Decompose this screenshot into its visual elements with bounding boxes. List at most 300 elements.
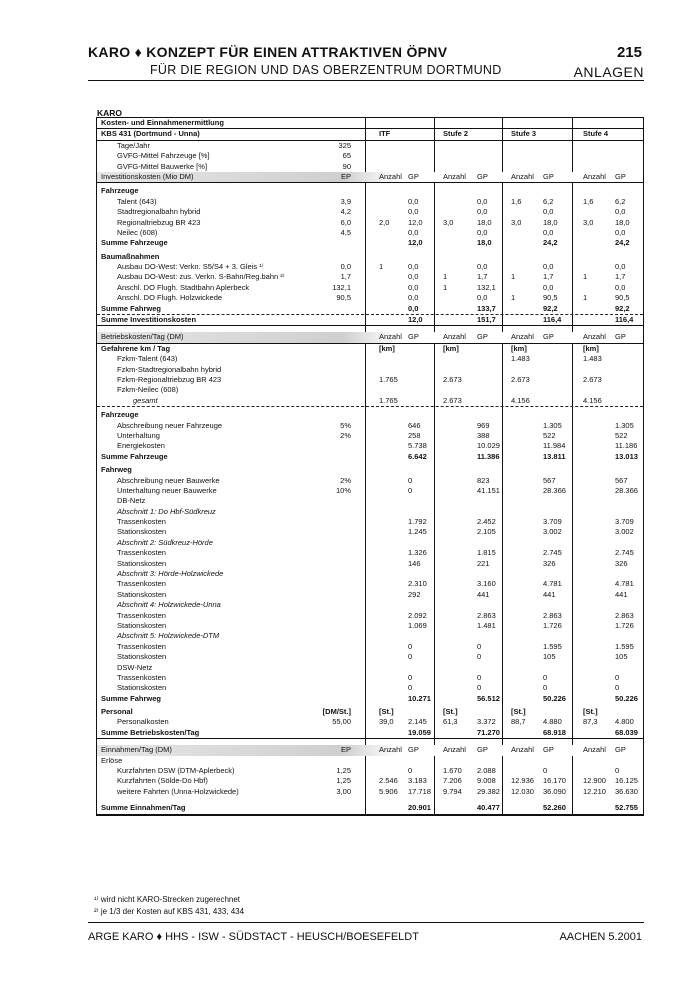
cell-g3: 326 — [543, 558, 556, 568]
cell-a2: 1 — [443, 282, 448, 292]
cell-g2: 40.477 — [477, 803, 500, 813]
cell-a3: 1 — [511, 272, 516, 282]
cell-g3: GP — [543, 171, 554, 181]
row-label: Abschreibung neuer Bauwerke — [117, 475, 220, 485]
cell-a4: 4.156 — [583, 395, 602, 405]
cell-g1: 17.718 — [408, 786, 431, 796]
table-row — [97, 141, 643, 151]
row-label: KBS 431 (Dortmund - Unna) — [101, 129, 200, 139]
cell-g3: 116,4 — [543, 315, 562, 325]
table-row — [97, 728, 643, 739]
cell-g4: 4.781 — [615, 579, 634, 589]
row-label: Betriebskosten/Tag (DM) — [101, 332, 184, 342]
cell-g4: 522 — [615, 430, 628, 440]
cell-g3: 11.984 — [543, 441, 566, 451]
cell-g3: 3.709 — [543, 517, 562, 527]
cell-g1: 1.245 — [408, 527, 427, 537]
cell-g1: 12,0 — [408, 238, 423, 248]
table-row — [97, 118, 643, 129]
cell-a2: 1.670 — [443, 766, 462, 776]
row-label: Fahrweg — [101, 465, 132, 475]
table-row — [97, 304, 643, 315]
cell-g2: 10.029 — [477, 441, 500, 451]
cell-g1: GP — [408, 745, 419, 755]
table-row — [97, 611, 643, 621]
report-subtitle: FÜR DIE REGION UND DAS OBERZENTRUM DORTMUND — [150, 63, 502, 77]
cell-g4: 6,2 — [615, 196, 626, 206]
cell-g4: 0 — [615, 672, 620, 682]
cell-g4: 567 — [615, 475, 628, 485]
table-row — [97, 421, 643, 431]
cell-ep: 6,0 — [340, 217, 351, 227]
table-row — [97, 496, 643, 506]
row-label: DB-Netz — [117, 496, 146, 506]
cell-g4: 18,0 — [615, 217, 630, 227]
table-row — [97, 252, 643, 262]
cell-a3: Anzahl — [511, 332, 534, 342]
table-row — [97, 527, 643, 537]
row-label: Gefahrene km / Tag — [101, 343, 171, 353]
table-row — [97, 129, 643, 140]
cell-a4: Anzahl — [583, 332, 606, 342]
cell-a4: 12.900 — [583, 776, 606, 786]
cell-g3: 522 — [543, 430, 556, 440]
row-label: Stationskosten — [117, 652, 167, 662]
cell-g3: 4.781 — [543, 579, 562, 589]
cell-g2: 132,1 — [477, 282, 496, 292]
footer-date: AACHEN 5.2001 — [559, 931, 642, 943]
cell-g2: 1.481 — [477, 620, 496, 630]
cell-g3: 28.366 — [543, 485, 566, 495]
cell-ep: 90 — [342, 161, 351, 171]
cell-g2: 18,0 — [477, 238, 492, 248]
table-row — [97, 569, 643, 579]
table-row — [97, 756, 643, 766]
row-label: GVFG-Mittel Fahrzeuge [%] — [117, 151, 210, 161]
cell-a1: Anzahl — [379, 171, 402, 181]
cell-g1: 2.092 — [408, 610, 427, 620]
cell-g1: GP — [408, 332, 419, 342]
cell-a1: Anzahl — [379, 745, 402, 755]
cell-a3: 1 — [511, 293, 516, 303]
cell-a2: [St.] — [443, 707, 458, 717]
cell-g1: 646 — [408, 420, 421, 430]
row-label: Ausbau DO-West: zus. Verkn. S-Bahn/Reg.bahn ²⁾ — [117, 272, 285, 282]
row-label: Abschnitt 3: Hörde-Holzwickede — [117, 569, 224, 579]
cell-g2: 18,0 — [477, 217, 492, 227]
table-row — [97, 375, 643, 385]
cell-g3: 18,0 — [543, 217, 558, 227]
row-label: Tage/Jahr — [117, 140, 150, 150]
cell-ep: 1,25 — [336, 776, 351, 786]
cell-g3: 3.002 — [543, 527, 562, 537]
cell-g4: 90,5 — [615, 293, 630, 303]
cell-g4: 11.186 — [615, 441, 638, 451]
row-label: Summe Investitionskosten — [101, 315, 197, 325]
row-label: Kurzfahrten (Sölde-Do Hbf) — [117, 776, 208, 786]
cell-g2: 3.372 — [477, 717, 496, 727]
cell-g4: 116,4 — [615, 315, 634, 325]
cell-ep: EP — [340, 171, 351, 181]
row-label: Personalkosten — [117, 717, 169, 727]
cell-g2: 388 — [477, 430, 490, 440]
table-row — [97, 228, 643, 238]
cell-a2: 61,3 — [443, 717, 458, 727]
row-label: Summe Fahrzeuge — [101, 238, 168, 248]
cell-a1: [km] — [379, 343, 395, 353]
cell-a4: [km] — [583, 343, 599, 353]
cell-a2: Stufe 2 — [443, 129, 469, 139]
table-row — [97, 172, 643, 183]
table-row — [97, 272, 643, 282]
cell-g2: 221 — [477, 558, 490, 568]
cell-g1: 0,0 — [408, 282, 419, 292]
table-row — [97, 197, 643, 207]
cell-a1: 2.546 — [379, 776, 398, 786]
cell-ep: 1,7 — [340, 272, 351, 282]
cell-ep: 5% — [340, 420, 351, 430]
cell-g3: 0 — [543, 766, 548, 776]
table-karo-label: KARO — [97, 108, 123, 118]
row-label: Trassenkosten — [117, 641, 166, 651]
table-row — [97, 579, 643, 589]
cell-ep: 10% — [335, 485, 351, 495]
cell-g4: 0 — [615, 766, 620, 776]
row-label: Neilec (608) — [117, 227, 158, 237]
cell-a3: 4.156 — [511, 395, 530, 405]
table-row — [97, 517, 643, 527]
row-label: Kosten- und Einnahmenermittlung — [101, 118, 224, 127]
cell-a3: 88,7 — [511, 717, 526, 727]
report-title: KARO ♦ KONZEPT FÜR EINEN ATTRAKTIVEN ÖPNV — [88, 44, 448, 60]
cell-g4: 0,0 — [615, 227, 626, 237]
cell-g1: GP — [408, 171, 419, 181]
table-row — [97, 776, 643, 786]
cell-a4: 3,0 — [583, 217, 594, 227]
row-label: Personal — [101, 707, 133, 717]
page-number: 215 — [616, 44, 642, 61]
cell-g4: 1.595 — [615, 641, 634, 651]
cell-a3: 12.030 — [511, 786, 534, 796]
table-row — [97, 151, 643, 161]
row-label: GVFG-Mittel Bauwerke [%] — [117, 161, 208, 171]
cell-g3: 0,0 — [543, 282, 554, 292]
cell-a3: 12.936 — [511, 776, 534, 786]
cell-g2: 0 — [477, 652, 482, 662]
table-row — [97, 354, 643, 364]
cell-a3: 2.673 — [511, 374, 530, 384]
row-label: Abschnitt 5: Holzwickede-DTM — [117, 631, 220, 641]
table-row — [97, 315, 643, 326]
table-row — [97, 365, 643, 375]
cell-a3: 1,6 — [511, 196, 522, 206]
cell-g1: 0,0 — [408, 262, 419, 272]
cell-g4: 1.726 — [615, 620, 634, 630]
cell-a4: 12.210 — [583, 786, 606, 796]
table-row — [97, 766, 643, 776]
row-label: Anschl. DO Flugh. Holzwickede — [117, 293, 223, 303]
cell-g3: 4.880 — [543, 717, 562, 727]
cell-g3: 2.863 — [543, 610, 562, 620]
cell-g2: 441 — [477, 589, 490, 599]
cell-g3: 50.226 — [543, 693, 566, 703]
cell-g4: 36.630 — [615, 786, 638, 796]
cell-g2: 2.088 — [477, 766, 496, 776]
cell-a1: 39,0 — [379, 717, 394, 727]
cell-a1: [St.] — [379, 707, 394, 717]
cell-a1: Anzahl — [379, 332, 402, 342]
table-row — [97, 694, 643, 704]
row-label: Anschl. DO Flugh. Stadtbahn Aplerbeck — [117, 282, 250, 292]
cell-g4: 92,2 — [615, 303, 630, 313]
cell-g1: 146 — [408, 558, 421, 568]
row-label: Fzkm-Talent (643) — [117, 354, 178, 364]
cell-a3: Anzahl — [511, 171, 534, 181]
row-label: Energiekosten — [117, 441, 165, 451]
table-row — [97, 663, 643, 673]
table-row — [97, 262, 643, 272]
row-label: Abschnitt 4: Holzwickede-Unna — [117, 600, 221, 610]
row-label: Trassenkosten — [117, 579, 166, 589]
cell-g4: 68.039 — [615, 727, 638, 737]
cell-g1: 0 — [408, 485, 413, 495]
cell-g4: 0,0 — [615, 282, 626, 292]
cell-g3: 0,0 — [543, 262, 554, 272]
cell-a3: [St.] — [511, 707, 526, 717]
cell-g3: 1,7 — [543, 272, 554, 282]
row-label: Stationskosten — [117, 620, 167, 630]
cell-g1: 12,0 — [408, 217, 423, 227]
cell-g1: 0 — [408, 672, 413, 682]
cell-g3: 90,5 — [543, 293, 558, 303]
cell-a1: 1.765 — [379, 395, 398, 405]
cell-g1: 20.901 — [408, 803, 431, 813]
cell-g1: 0,0 — [408, 272, 419, 282]
cell-g2: 969 — [477, 420, 490, 430]
cell-g2: 41.151 — [477, 485, 500, 495]
cell-a3: 1.483 — [511, 354, 530, 364]
cell-g3: 1.305 — [543, 420, 562, 430]
cell-g4: 326 — [615, 558, 628, 568]
row-label: Trassenkosten — [117, 672, 166, 682]
section-label: ANLAGEN — [573, 64, 644, 80]
cell-g2: 0,0 — [477, 293, 488, 303]
table-row — [97, 476, 643, 486]
cell-ep: 132,1 — [332, 282, 351, 292]
cell-ep: 90,5 — [336, 293, 351, 303]
cell-ep: 2% — [340, 430, 351, 440]
row-label: Fzkm-Regionaltriebzug BR 423 — [117, 374, 222, 384]
cell-g2: 2.863 — [477, 610, 496, 620]
row-label: Unterhaltung — [117, 430, 160, 440]
cell-g4: 3.002 — [615, 527, 634, 537]
header-rule — [88, 80, 644, 81]
cell-g2: 0,0 — [477, 262, 488, 272]
cell-g2: 1,7 — [477, 272, 488, 282]
cell-g4: 105 — [615, 652, 628, 662]
cell-a2: Anzahl — [443, 332, 466, 342]
row-label: Summe Einnahmen/Tag — [101, 803, 186, 813]
cell-g2: 151,7 — [477, 315, 496, 325]
table-row — [97, 385, 643, 395]
row-label: Erlöse — [101, 755, 123, 765]
cell-g4: 0 — [615, 683, 620, 693]
table-row — [97, 803, 643, 814]
cell-ep: 65 — [342, 151, 351, 161]
table-row — [97, 283, 643, 293]
cell-g3: 567 — [543, 475, 556, 485]
cell-a3: 3,0 — [511, 217, 522, 227]
cell-g4: GP — [615, 745, 626, 755]
cell-g3: 6,2 — [543, 196, 554, 206]
cell-a2: [km] — [443, 343, 459, 353]
row-label: Stadtregionalbahn hybrid — [117, 207, 201, 217]
cell-g1: 0,0 — [408, 293, 419, 303]
cell-a1: 1 — [379, 262, 384, 272]
row-label: Stationskosten — [117, 527, 167, 537]
cell-g3: 13.811 — [543, 451, 566, 461]
cell-g3: GP — [543, 332, 554, 342]
cell-g3: 0,0 — [543, 227, 554, 237]
table-row — [97, 186, 643, 196]
row-label: gesamt — [133, 395, 158, 405]
cell-a4: 2.673 — [583, 374, 602, 384]
table-row — [97, 486, 643, 496]
cell-g1: 258 — [408, 430, 421, 440]
footnote-2: ²⁾ je 1/3 der Kosten auf KBS 431, 433, 434 — [94, 907, 245, 916]
cell-g4: GP — [615, 171, 626, 181]
table-row — [97, 717, 643, 727]
footer-rule — [88, 922, 644, 923]
cell-g1: 0,0 — [408, 207, 419, 217]
cell-a3: [km] — [511, 343, 527, 353]
cell-g2: 2.452 — [477, 517, 496, 527]
cell-a4: Anzahl — [583, 171, 606, 181]
cell-g1: 10.271 — [408, 693, 431, 703]
cell-g1: 0,0 — [408, 303, 419, 313]
cell-g1: 0 — [408, 475, 413, 485]
cell-g3: 105 — [543, 652, 556, 662]
cell-g4: 24,2 — [615, 238, 630, 248]
table-row — [97, 207, 643, 217]
row-label: Stationskosten — [117, 589, 167, 599]
cell-g2: 71.270 — [477, 727, 500, 737]
cell-a4: Stufe 4 — [583, 129, 609, 139]
cell-a4: 1.483 — [583, 354, 602, 364]
cell-a2: 7.206 — [443, 776, 462, 786]
row-label: Regionaltriebzug BR 423 — [117, 217, 201, 227]
cell-ep: 0,0 — [340, 262, 351, 272]
cell-g1: 0 — [408, 652, 413, 662]
cell-a1: 1.765 — [379, 374, 398, 384]
cell-g1: 0 — [408, 766, 413, 776]
row-label: Abschnitt 2: Südkreuz-Hörde — [117, 537, 213, 547]
table-row — [97, 683, 643, 693]
cell-g4: 2.863 — [615, 610, 634, 620]
row-label: Summe Fahrweg — [101, 693, 162, 703]
cell-g4: 1,7 — [615, 272, 626, 282]
cell-g3: GP — [543, 745, 554, 755]
cell-g4: 16.125 — [615, 776, 638, 786]
cell-g1: 0,0 — [408, 227, 419, 237]
row-label: DSW-Netz — [117, 662, 153, 672]
row-label: Trassenkosten — [117, 548, 166, 558]
cell-a4: Anzahl — [583, 745, 606, 755]
cell-g2: 133,7 — [477, 303, 496, 313]
cell-g4: 4.800 — [615, 717, 634, 727]
cell-g2: 0,0 — [477, 196, 488, 206]
cell-g4: 13.013 — [615, 451, 638, 461]
cell-ep: 55,00 — [332, 717, 351, 727]
row-label: Einnahmen/Tag (DM) — [101, 745, 172, 755]
cell-g2: 0 — [477, 683, 482, 693]
cell-a2: 2.673 — [443, 374, 462, 384]
table-row — [97, 465, 643, 475]
cell-g2: 1.815 — [477, 548, 496, 558]
cell-ep: 325 — [338, 140, 351, 150]
row-label: weitere Fahrten (Unna-Holzwickede) — [117, 786, 239, 796]
table-row — [97, 631, 643, 641]
cell-g3: 52.260 — [543, 803, 566, 813]
table-row — [97, 218, 643, 228]
cell-a2: 2.673 — [443, 395, 462, 405]
row-label: Stationskosten — [117, 683, 167, 693]
cell-g3: 2.745 — [543, 548, 562, 558]
cell-ep: 3,00 — [336, 786, 351, 796]
cell-ep: 4,2 — [340, 207, 351, 217]
cell-g2: 0 — [477, 641, 482, 651]
table-row — [97, 707, 643, 717]
row-label: Investitionskosten (Mio DM) — [101, 171, 194, 181]
cell-ep: 4,5 — [340, 227, 351, 237]
row-label: Summe Betriebskosten/Tag — [101, 727, 200, 737]
row-label: Summe Fahrweg — [101, 303, 162, 313]
table-row — [97, 538, 643, 548]
cell-g3: 24,2 — [543, 238, 558, 248]
table-row — [97, 642, 643, 652]
row-label: Abschreibung neuer Fahrzeuge — [117, 420, 223, 430]
row-label: Unterhaltung neuer Bauwerke — [117, 485, 217, 495]
table-row — [97, 431, 643, 441]
table-row — [97, 652, 643, 662]
cell-g1: 1.069 — [408, 620, 427, 630]
cell-g3: 0 — [543, 683, 548, 693]
cell-g1: 12,0 — [408, 315, 423, 325]
cell-a3: Stufe 3 — [511, 129, 537, 139]
cell-g4: 0,0 — [615, 262, 626, 272]
cell-a4: [St.] — [583, 707, 598, 717]
cell-a2: 1 — [443, 272, 448, 282]
cell-a1: 2,0 — [379, 217, 390, 227]
cell-g2: 823 — [477, 475, 490, 485]
cell-g2: 0 — [477, 672, 482, 682]
table-row — [97, 600, 643, 610]
cell-g1: 1.792 — [408, 517, 427, 527]
table-row — [97, 238, 643, 248]
row-label: Fzkm-Neilec (608) — [117, 385, 179, 395]
table-row — [97, 344, 643, 354]
table-row — [97, 162, 643, 172]
cell-a1: ITF — [379, 129, 391, 139]
row-label: Fzkm-Stadtregionalbahn hybrid — [117, 364, 222, 374]
cell-a3: Anzahl — [511, 745, 534, 755]
cell-g2: 29.382 — [477, 786, 500, 796]
cell-g4: 3.709 — [615, 517, 634, 527]
table-row — [97, 673, 643, 683]
cell-g4: 28.366 — [615, 485, 638, 495]
cell-g2: 0,0 — [477, 207, 488, 217]
table-row — [97, 441, 643, 451]
